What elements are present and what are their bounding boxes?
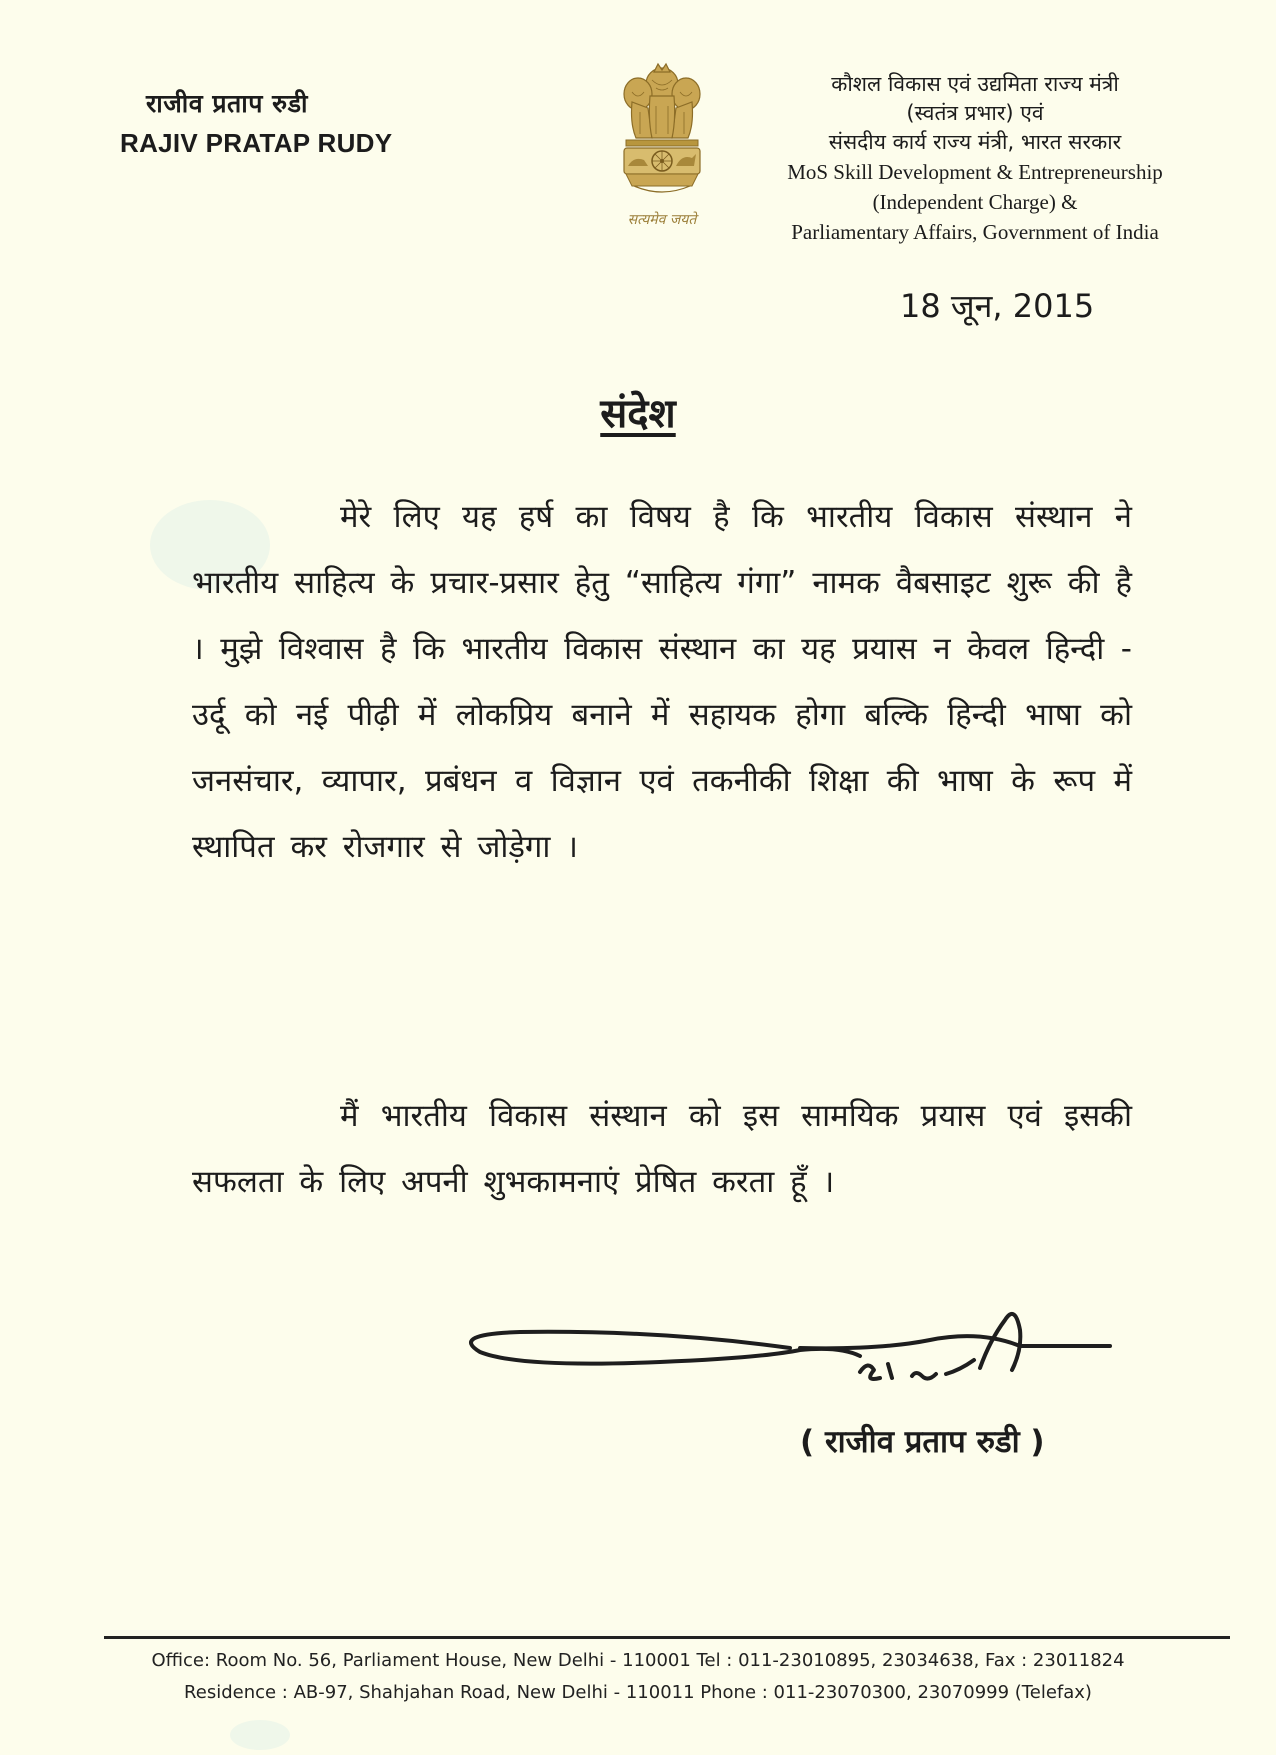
designation-block	[740, 70, 1210, 247]
designation-english-line: MoS Skill Development & Entrepreneurship	[787, 160, 1163, 184]
designation-hindi-line: कौशल विकास एवं उद्यमिता राज्य मंत्री	[831, 72, 1119, 96]
designation-hindi-line: (स्वतंत्र प्रभार) एवं	[906, 101, 1044, 125]
sender-name-hindi: राजीव प्रताप रुडी	[146, 89, 308, 118]
letter-title: संदेश	[600, 391, 676, 437]
body-paragraph: मैं भारतीय विकास संस्थान को इस सामयिक प्रयास एवं इसकी सफलता के लिए अपनी शुभकामनाएं प्रेषित करता हूँ ।	[192, 1098, 1132, 1200]
handwritten-signature	[460, 1290, 1130, 1400]
designation-english-line: (Independent Charge) &	[872, 190, 1078, 214]
footer-divider	[104, 1636, 1230, 1639]
sender-name-english: RAJIV PRATAP RUDY	[120, 128, 393, 158]
footer-office-address: Office: Room No. 56, Parliament House, New Delhi - 110001 Tel : 011-23010895, 23034638, Fax : 23011824	[151, 1650, 1125, 1671]
national-emblem-icon	[612, 62, 712, 234]
footer-residence-address: Residence : AB-97, Shahjahan Road, New Delhi - 110011 Phone : 011-23070300, 23070999 (Telefax)	[184, 1682, 1092, 1703]
signatory-name: ( राजीव प्रताप रुडी )	[800, 1424, 1045, 1460]
designation-english-line: Parliamentary Affairs, Government of India	[791, 220, 1159, 244]
letter-date: 18 जून, 2015	[900, 287, 1095, 325]
body-paragraph: मेरे लिए यह हर्ष का विषय है कि भारतीय विकास संस्थान ने भारतीय साहित्य के प्रचार-प्रसार हेतु “साहित्य गंगा” नामक वैबसाइट शुरू की है । मुझे विश्वास है कि भारतीय विकास संस्थान का यह प्रयास न केवल हिन्दी - उर्दू को नई पीढ़ी में लोकप्रिय बनाने में सहायक होगा बल्कि हिन्दी भाषा को जनसंचार, व्यापार, प्रबंधन व विज्ञान एवं तकनीकी शिक्षा की भाषा के रूप में स्थापित कर रोजगार से जोड़ेगा ।	[192, 499, 1132, 865]
emblem-motto: सत्यमेव जयते	[627, 212, 697, 228]
scan-smudge	[230, 1720, 290, 1750]
designation-hindi-line: संसदीय कार्य राज्य मंत्री, भारत सरकार	[828, 130, 1122, 154]
